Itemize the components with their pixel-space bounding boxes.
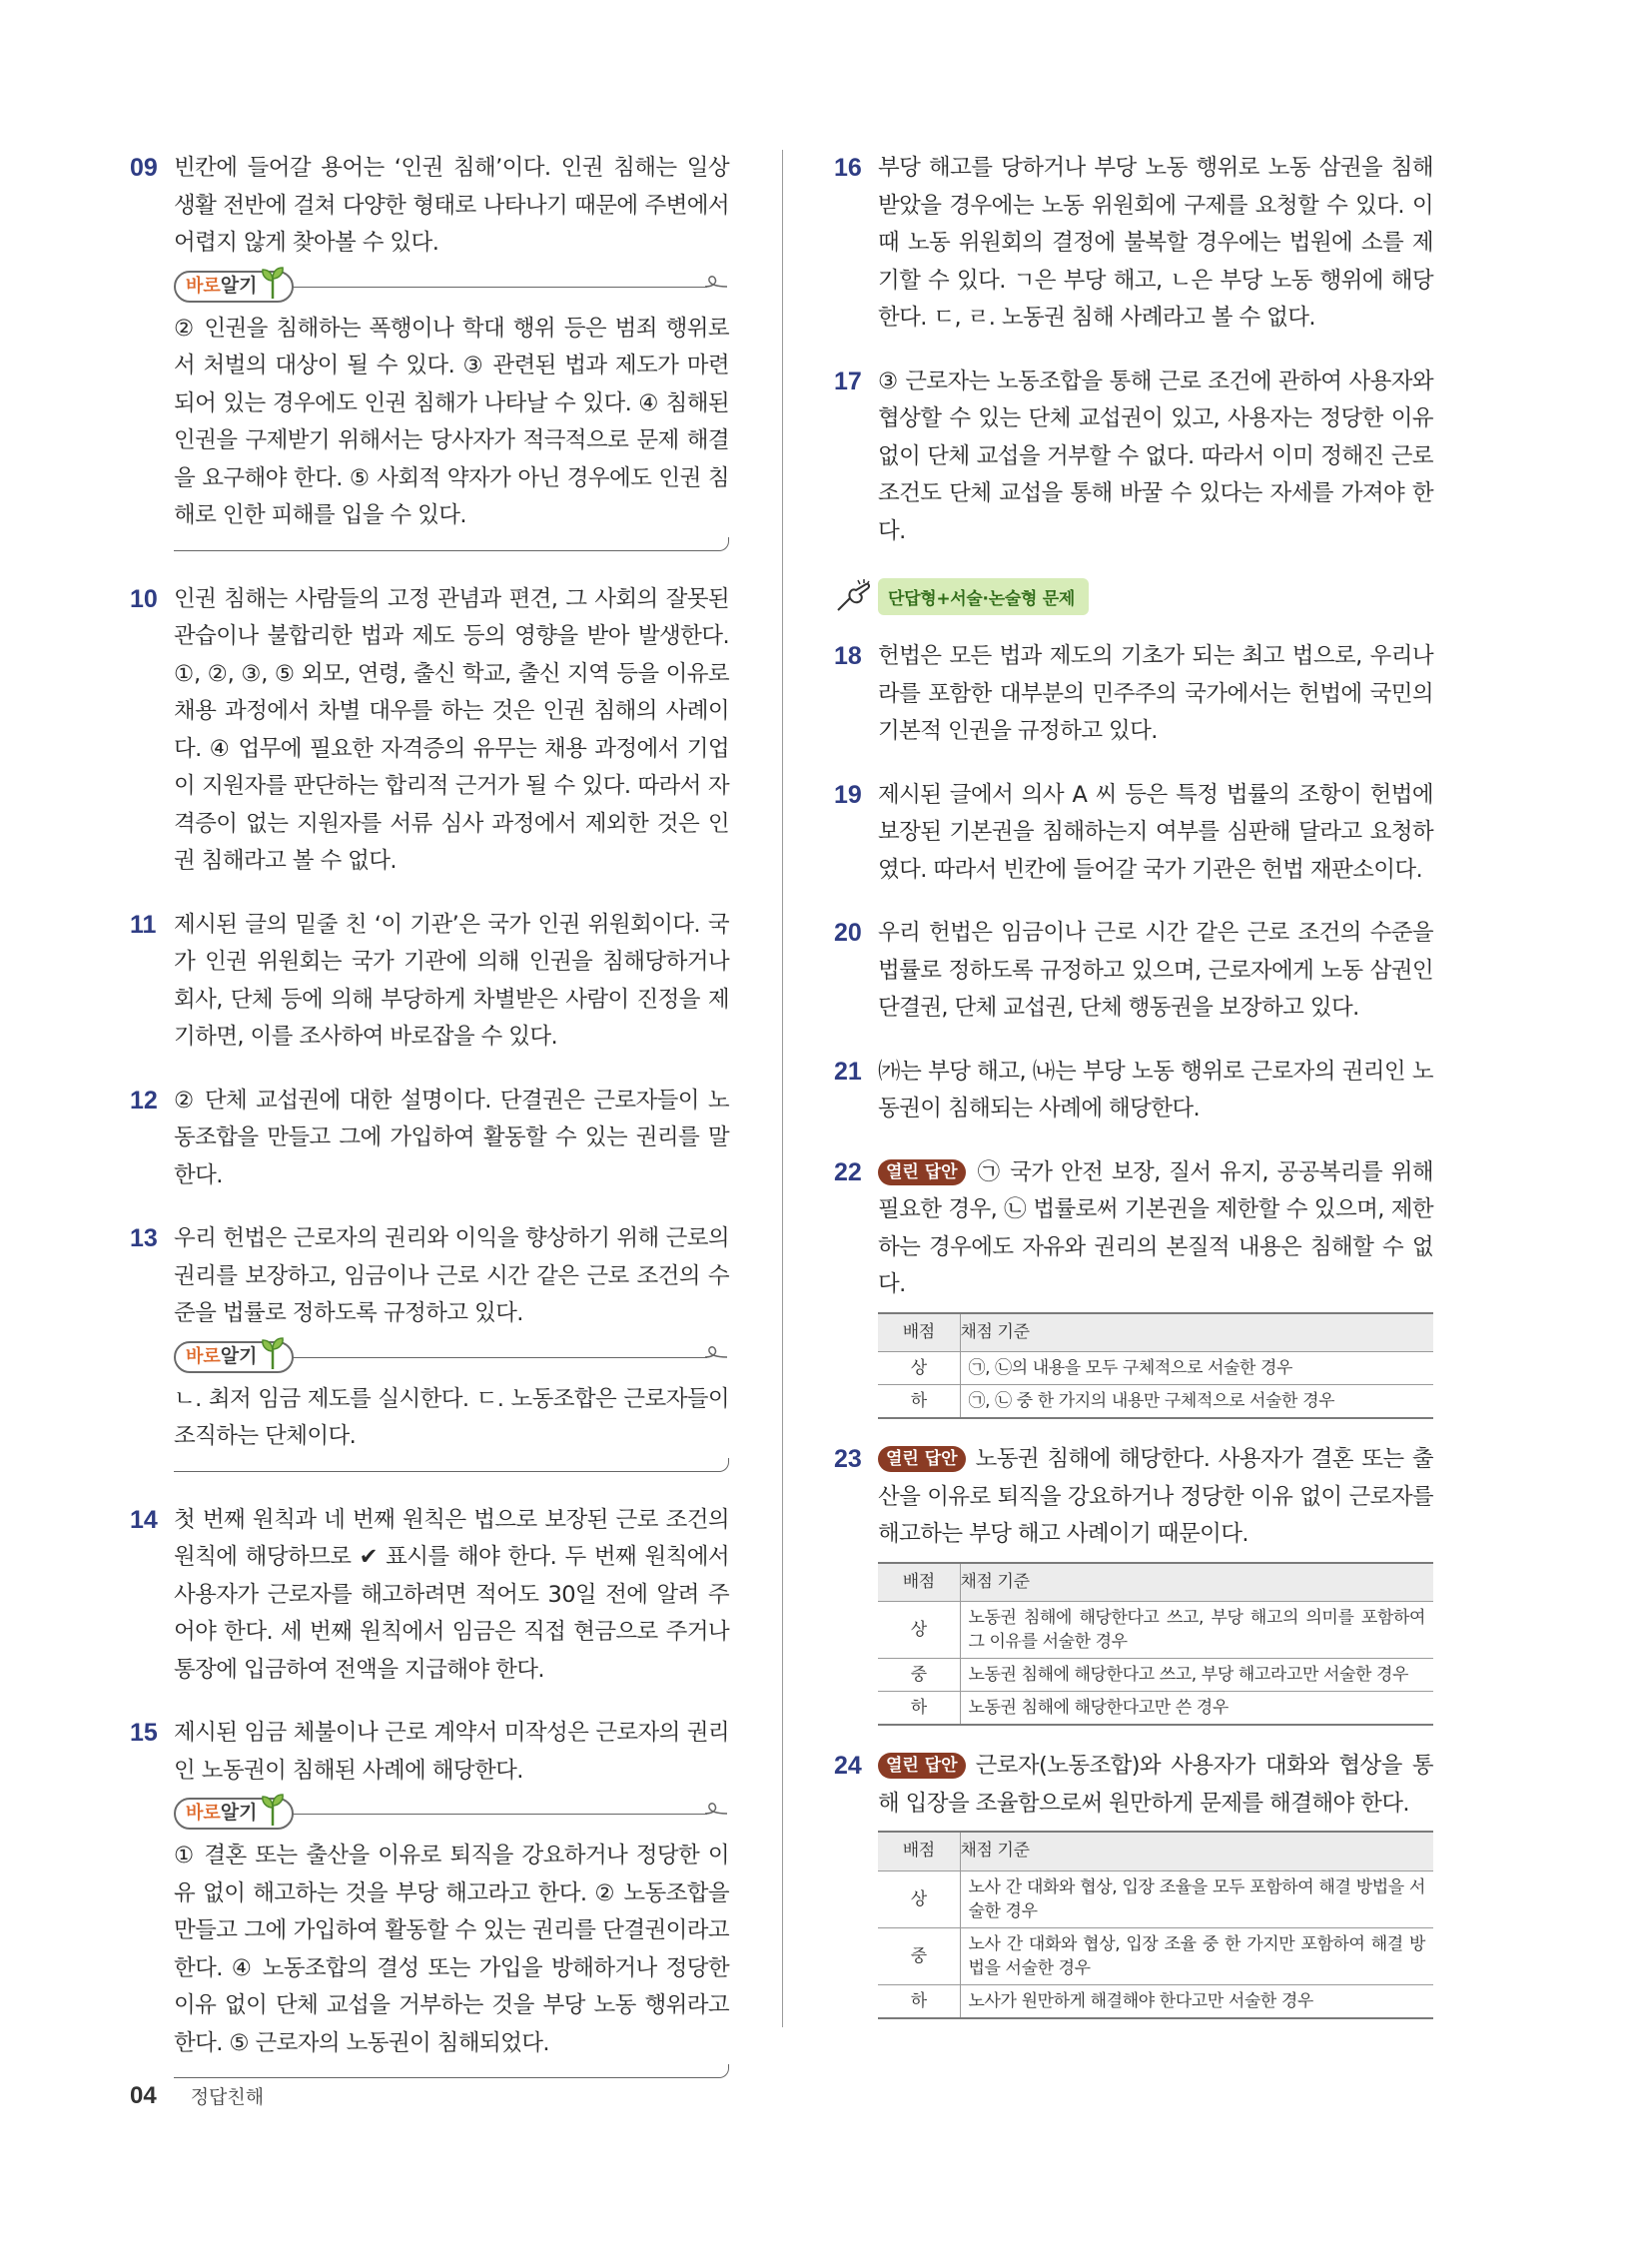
item-text: 빈칸에 들어갈 용어는 ‘인권 침해’이다. 인권 침해는 일상 생활 전반에 걸쳐 다양한 형태로 나타나기 때문에 주변에서 어렵지 않게 찾아볼 수 있다. xyxy=(174,155,729,256)
table-row: 하 ㉠, ㉡ 중 한 가지의 내용만 구체적으로 서술한 경우 xyxy=(878,1385,1433,1419)
item-text: ㈎는 부당 해고, ㈏는 부당 노동 행위로 근로자의 권리인 노동권이 침해되는 사례에 해당한다. xyxy=(878,1058,1433,1121)
item-text: 첫 번째 원칙과 네 번째 원칙은 법으로 보장된 근로 조건의 원칙에 해당하므로 ✔ 표시를 해야 한다. 두 번째 원칙에서 사용자가 근로자를 해고하려면 적어도 30일 전에 알려 주어야 한다. 세 번째 원칙에서 임금은 직접 현금으로 주거나 통장에 입금하여 전액을 지급해야 한다. xyxy=(174,1506,729,1683)
item-text: 제시된 글에서 의사 A 씨 등은 특정 법률의 조항이 헌법에 보장된 기본권을 침해하는지 여부를 심판해 달라고 요청하였다. 따라서 빈칸에 들어갈 국가 기관은 헌법 재판소이다. xyxy=(878,781,1433,883)
baro-algi-box xyxy=(174,269,729,551)
baro-algi-box xyxy=(174,1796,729,2078)
answer-item-10 xyxy=(130,581,729,881)
item-text: 우리 헌법은 임금이나 근로 시간 같은 근로 조건의 수준을 법률로 정하도록 규정하고 있으며, 근로자에게 노동 삼권인 단결권, 단체 교섭권, 단체 행동권을 보장하고 있다. xyxy=(878,920,1433,1021)
item-number: 12 xyxy=(130,1086,158,1115)
item-number: 20 xyxy=(834,919,862,947)
item-text: 노동권 침해에 해당한다. 사용자가 결혼 또는 출산을 이유로 퇴직을 강요하거나 정당한 이유 없이 근로자를 해고하는 부당 해고 사례이기 때문이다. xyxy=(878,1446,1433,1547)
page-number: 04 xyxy=(130,2082,157,2109)
curl-icon xyxy=(703,1343,729,1367)
item-number: 14 xyxy=(130,1505,158,1534)
open-answer-badge: 열린 답안 xyxy=(878,1753,966,1779)
item-number: 10 xyxy=(130,584,158,613)
item-number: 15 xyxy=(130,1719,158,1747)
answer-item-12 xyxy=(130,1083,729,1195)
answer-item-18 xyxy=(834,638,1433,751)
answer-item-15 xyxy=(130,1715,729,2082)
book-title: 정답친해 xyxy=(190,2086,265,2108)
answer-item-13 xyxy=(130,1220,729,1476)
item-number: 18 xyxy=(834,642,862,670)
item-text: 우리 헌법은 근로자의 권리와 이익을 향상하기 위해 근로의 권리를 보장하고, 임금이나 근로 시간 같은 근로 조건의 수준을 법률로 정하도록 규정하고 있다. xyxy=(174,1225,729,1326)
pointing-hand-icon xyxy=(834,576,874,616)
item-number: 13 xyxy=(130,1224,158,1252)
baro-algi-box xyxy=(174,1339,729,1472)
item-number: 19 xyxy=(834,780,862,809)
baro-algi-text: ② 인권을 침해하는 폭행이나 학대 행위 등은 범죄 행위로서 처벌의 대상이 될 수 있다. ③ 관련된 법과 제도가 마련되어 있는 경우에도 인권 침해가 나타날 수 있다. ④ 침해된 인권을 구제받기 위해서는 당사자가 적극적으로 문제 해결을 요구해야 한다. ⑤ 사회적 약자가 아닌 경우에도 인권 침해로 인한 피해를 입을 수 있다. xyxy=(174,315,729,528)
answer-item-22 xyxy=(834,1154,1433,1424)
grading-table xyxy=(878,1831,1433,2019)
curl-icon xyxy=(703,1800,729,1824)
item-text: 부당 해고를 당하거나 부당 노동 행위로 노동 삼권을 침해받았을 경우에는 노동 위원회에 구제를 요청할 수 있다. 이때 노동 위원회의 결정에 불복할 경우에는 법원에 소를 제기할 수 있다. ㄱ은 부당 해고, ㄴ은 부당 노동 행위에 해당한다. ㄷ, ㄹ. 노동권 침해 사례라고 볼 수 없다. xyxy=(878,155,1433,331)
item-text: ③ 근로자는 노동조합을 통해 근로 조건에 관하여 사용자와 협상할 수 있는 단체 교섭권이 있고, 사용자는 정당한 이유 없이 단체 교섭을 거부할 수 없다. 따라서 이미 정해진 근로 조건도 단체 교섭을 통해 바꿀 수 있다는 자세를 가져야 한다. xyxy=(878,368,1433,544)
open-answer-badge: 열린 답안 xyxy=(878,1446,966,1472)
baro-algi-tag: 바로 알기 xyxy=(174,271,294,303)
table-row: 상 ㉠, ㉡의 내용을 모두 구체적으로 서술한 경우 xyxy=(878,1352,1433,1385)
item-number: 17 xyxy=(834,367,862,395)
item-number: 09 xyxy=(130,154,158,182)
table-row: 상 노사 간 대화와 협상, 입장 조율을 모두 포함하여 해결 방법을 서술한 경우 xyxy=(878,1870,1433,1927)
baro-algi-tag: 바로 알기 xyxy=(174,1341,294,1373)
item-text: ㉠ 국가 안전 보장, 질서 유지, 공공복리를 위해 필요한 경우, ㉡ 법률로써 기본권을 제한할 수 있으며, 제한하는 경우에도 자유와 권리의 본질적 내용은 침해할 수 없다. xyxy=(878,1158,1433,1297)
section-header xyxy=(834,576,1433,616)
answer-item-20 xyxy=(834,915,1433,1028)
right-column xyxy=(834,150,1433,2049)
table-header-level: 배점 xyxy=(878,1563,960,1602)
item-text: 헌법은 모든 법과 제도의 기초가 되는 최고 법으로, 우리나라를 포함한 대부분의 민주주의 국가에서는 헌법에 국민의 기본적 인권을 규정하고 있다. xyxy=(878,643,1433,744)
baro-algi-tag: 바로 알기 xyxy=(174,1798,294,1830)
item-number: 16 xyxy=(834,154,862,182)
left-column xyxy=(130,150,729,2108)
item-number: 11 xyxy=(130,910,157,939)
answer-item-17 xyxy=(834,364,1433,551)
answer-item-14 xyxy=(130,1502,729,1690)
table-row: 상 노동권 침해에 해당한다고 쓰고, 부당 해고의 의미를 포함하여 그 이유를 서술한 경우 xyxy=(878,1602,1433,1659)
baro-algi-text: ① 결혼 또는 출산을 이유로 퇴직을 강요하거나 정당한 이유 없이 해고하는 것을 부당 해고라고 한다. ② 노동조합을 만들고 그에 가입하여 활동할 수 있는 권리를 단결권이라고 한다. ④ 노동조합의 결성 또는 가입을 방해하거나 정당한 이유 없이 단체 교섭을 거부하는 것을 부당 노동 행위라고 한다. ⑤ 근로자의 노동권이 침해되었다. xyxy=(174,1843,729,2056)
curl-icon xyxy=(703,273,729,297)
open-answer-badge: 열린 답안 xyxy=(878,1159,966,1185)
item-number: 24 xyxy=(834,1752,862,1780)
answer-item-16 xyxy=(834,150,1433,338)
sprout-icon xyxy=(258,265,288,301)
answer-item-24 xyxy=(834,1748,1433,2023)
table-header-criteria: 채점 기준 xyxy=(960,1563,1433,1602)
grading-table xyxy=(878,1562,1433,1727)
grading-table xyxy=(878,1312,1433,1420)
item-number: 23 xyxy=(834,1445,862,1473)
section-title: 단답형+서술·논술형 문제 xyxy=(878,578,1089,615)
item-number: 22 xyxy=(834,1157,862,1186)
answer-item-21 xyxy=(834,1054,1433,1128)
item-text: 제시된 임금 체불이나 근로 계약서 미작성은 근로자의 권리인 노동권이 침해된 사례에 해당한다. xyxy=(174,1720,729,1784)
baro-algi-text: ㄴ. 최저 임금 제도를 실시한다. ㄷ. 노동조합은 근로자들이 조직하는 단체이다. xyxy=(174,1385,729,1449)
column-divider xyxy=(782,150,783,2027)
table-header-level: 배점 xyxy=(878,1313,960,1352)
answer-item-11 xyxy=(130,907,729,1057)
item-text: 근로자(노동조합)와 사용자가 대화와 협상을 통해 입장을 조율함으로써 원만하게 문제를 해결해야 한다. xyxy=(878,1753,1433,1817)
table-header-criteria: 채점 기준 xyxy=(960,1313,1433,1352)
table-row: 하 노사가 원만하게 해결해야 한다고만 서술한 경우 xyxy=(878,1984,1433,2018)
answer-item-23 xyxy=(834,1441,1433,1730)
table-row: 중 노사 간 대화와 협상, 입장 조율 중 한 가지만 포함하여 해결 방법을 서술한 경우 xyxy=(878,1927,1433,1984)
item-text: ② 단체 교섭권에 대한 설명이다. 단결권은 근로자들이 노동조합을 만들고 그에 가입하여 활동할 수 있는 권리를 말한다. xyxy=(174,1087,729,1188)
answer-item-09 xyxy=(130,150,729,555)
answer-item-19 xyxy=(834,777,1433,890)
table-row: 하 노동권 침해에 해당한다고만 쓴 경우 xyxy=(878,1692,1433,1726)
item-text: 인권 침해는 사람들의 고정 관념과 편견, 그 사회의 잘못된 관습이나 불합리한 법과 제도 등의 영향을 받아 발생한다. ①, ②, ③, ⑤ 외모, 연령, 출신 학교, 출신 지역 등을 이유로 채용 과정에서 차별 대우를 하는 것은 인권 침해의 사례이다. ④ 업무에 필요한 자격증의 유무는 채용 과정에서 기업이 지원자를 판단하는 합리적 근거가 될 수 있다. 따라서 자격증이 없는 지원자를 서류 심사 과정에서 제외한 것은 인권 침해라고 볼 수 없다. xyxy=(174,585,729,874)
table-header-level: 배점 xyxy=(878,1832,960,1870)
item-text: 제시된 글의 밑줄 친 ‘이 기관’은 국가 인권 위원회이다. 국가 인권 위원회는 국가 기관에 의해 인권을 침해당하거나 회사, 단체 등에 의해 부당하게 차별받은 사람이 진정을 제기하면, 이를 조사하여 바로잡을 수 있다. xyxy=(174,911,729,1050)
page-footer xyxy=(130,2082,264,2110)
sprout-icon xyxy=(258,1335,288,1371)
table-header-criteria: 채점 기준 xyxy=(960,1832,1433,1870)
sprout-icon xyxy=(258,1792,288,1828)
item-number: 21 xyxy=(834,1057,862,1086)
table-row: 중 노동권 침해에 해당한다고 쓰고, 부당 해고라고만 서술한 경우 xyxy=(878,1659,1433,1692)
